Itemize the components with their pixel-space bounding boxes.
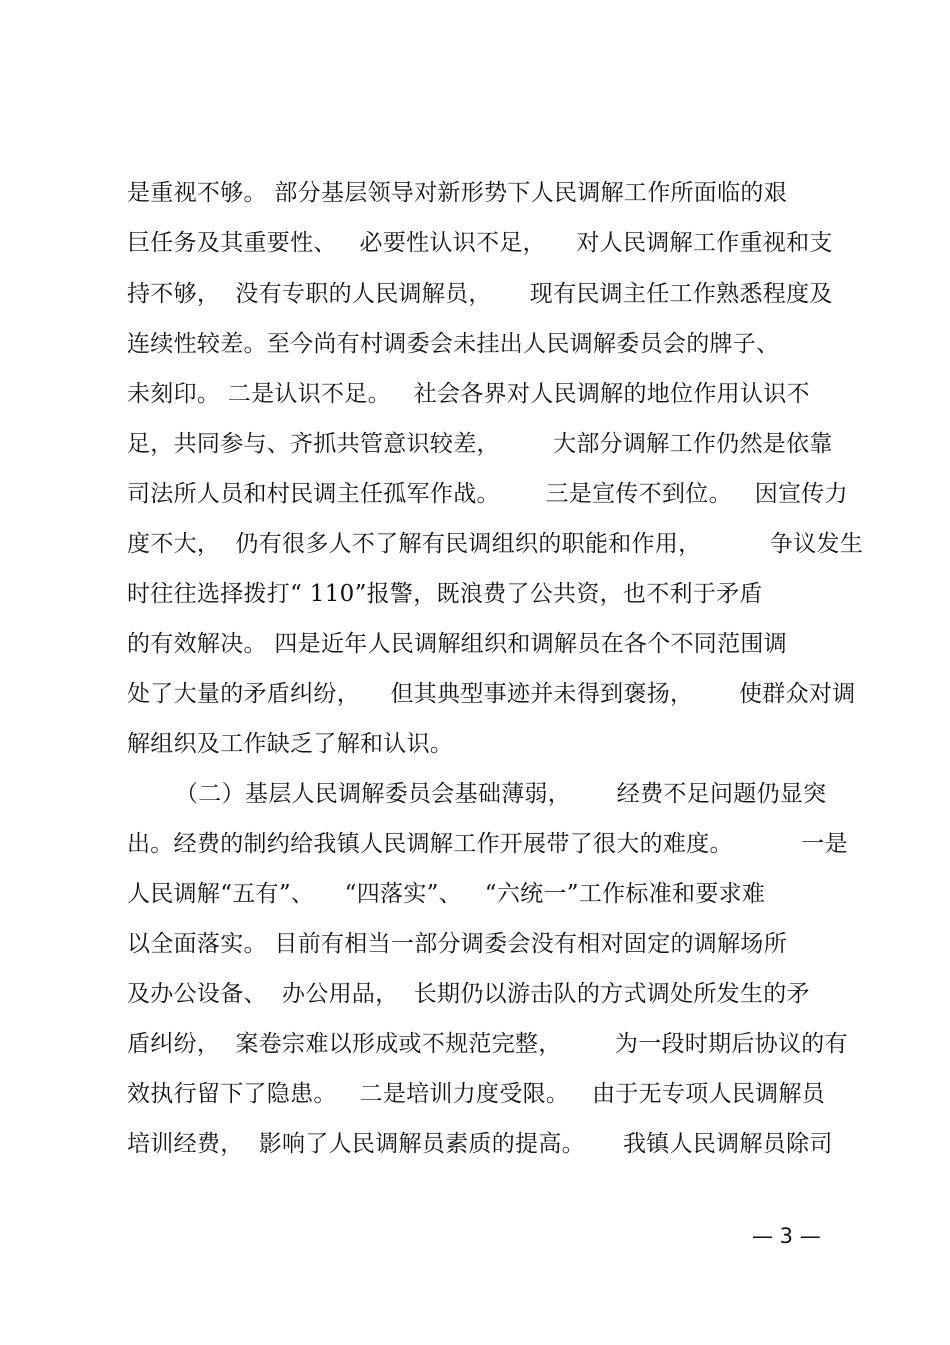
text-line: 的有效解决。 四是近年人民调解组织和调解员在各个不同范围调 bbox=[127, 631, 788, 657]
text-line: 未刻印。 二是认识不足。 社会各界对人民调解的地位作用认识不 bbox=[127, 381, 810, 407]
text-line: 以全面落实。 目前有相当一部分调委会没有相对固定的调解场所 bbox=[127, 931, 788, 957]
paragraph-start-line: （二）基层人民调解委员会基础薄弱， 经费不足问题仍显突 bbox=[175, 781, 827, 807]
text-line: 巨任务及其重要性、 必要性认识不足， 对人民调解工作重视和支 bbox=[127, 230, 833, 256]
text-line: 度不大， 仍有很多人不了解有民调组织的职能和作用， 争议发生 bbox=[127, 531, 864, 557]
text-line: 及办公设备、 办公用品， 长期仍以游击队的方式调处所发生的矛 bbox=[127, 981, 810, 1007]
text-line: 处了大量的矛盾纠纷， 但其典型事迹并未得到褒扬， 使群众对调 bbox=[127, 681, 856, 707]
text-line: 盾纠纷， 案卷宗难以形成或不规范完整， 为一段时期后协议的有 bbox=[127, 1031, 848, 1057]
text-line: 连续性较差。至今尚有村调委会未挂出人民调解委员会的牌子、 bbox=[127, 331, 780, 357]
text-line: 解组织及工作缺乏了解和认识。 bbox=[127, 731, 454, 757]
text-line: 培训经费， 影响了人民调解员素质的提高。 我镇人民调解员除司 bbox=[127, 1131, 833, 1157]
text-line: 司法所人员和村民调主任孤军作战。 三是宣传不到位。 因宣传力 bbox=[127, 481, 848, 507]
page-number: — 3 — bbox=[752, 1224, 821, 1248]
text-line: 效执行留下了隐患。 二是培训力度受限。 由于无专项人民调解员 bbox=[127, 1081, 826, 1107]
text-line: 足，共同参与、齐抓共管意识较差， 大部分调解工作仍然是依靠 bbox=[127, 431, 833, 457]
text-line: 人民调解“五有”、 “四落实”、 “六统一”工作标准和要求难 bbox=[127, 881, 766, 907]
text-line: 持不够， 没有专职的人民调解员， 现有民调主任工作熟悉程度及 bbox=[127, 281, 833, 307]
text-line: 出。经费的制约给我镇人民调解工作开展带了很大的难度。 一是 bbox=[127, 831, 848, 857]
text-line: 时往往选择拨打“ 110”报警，既浪费了公共资，也不利于矛盾 bbox=[127, 581, 763, 607]
text-line: 是重视不够。 部分基层领导对新形势下人民调解工作所面临的艰 bbox=[127, 180, 788, 206]
